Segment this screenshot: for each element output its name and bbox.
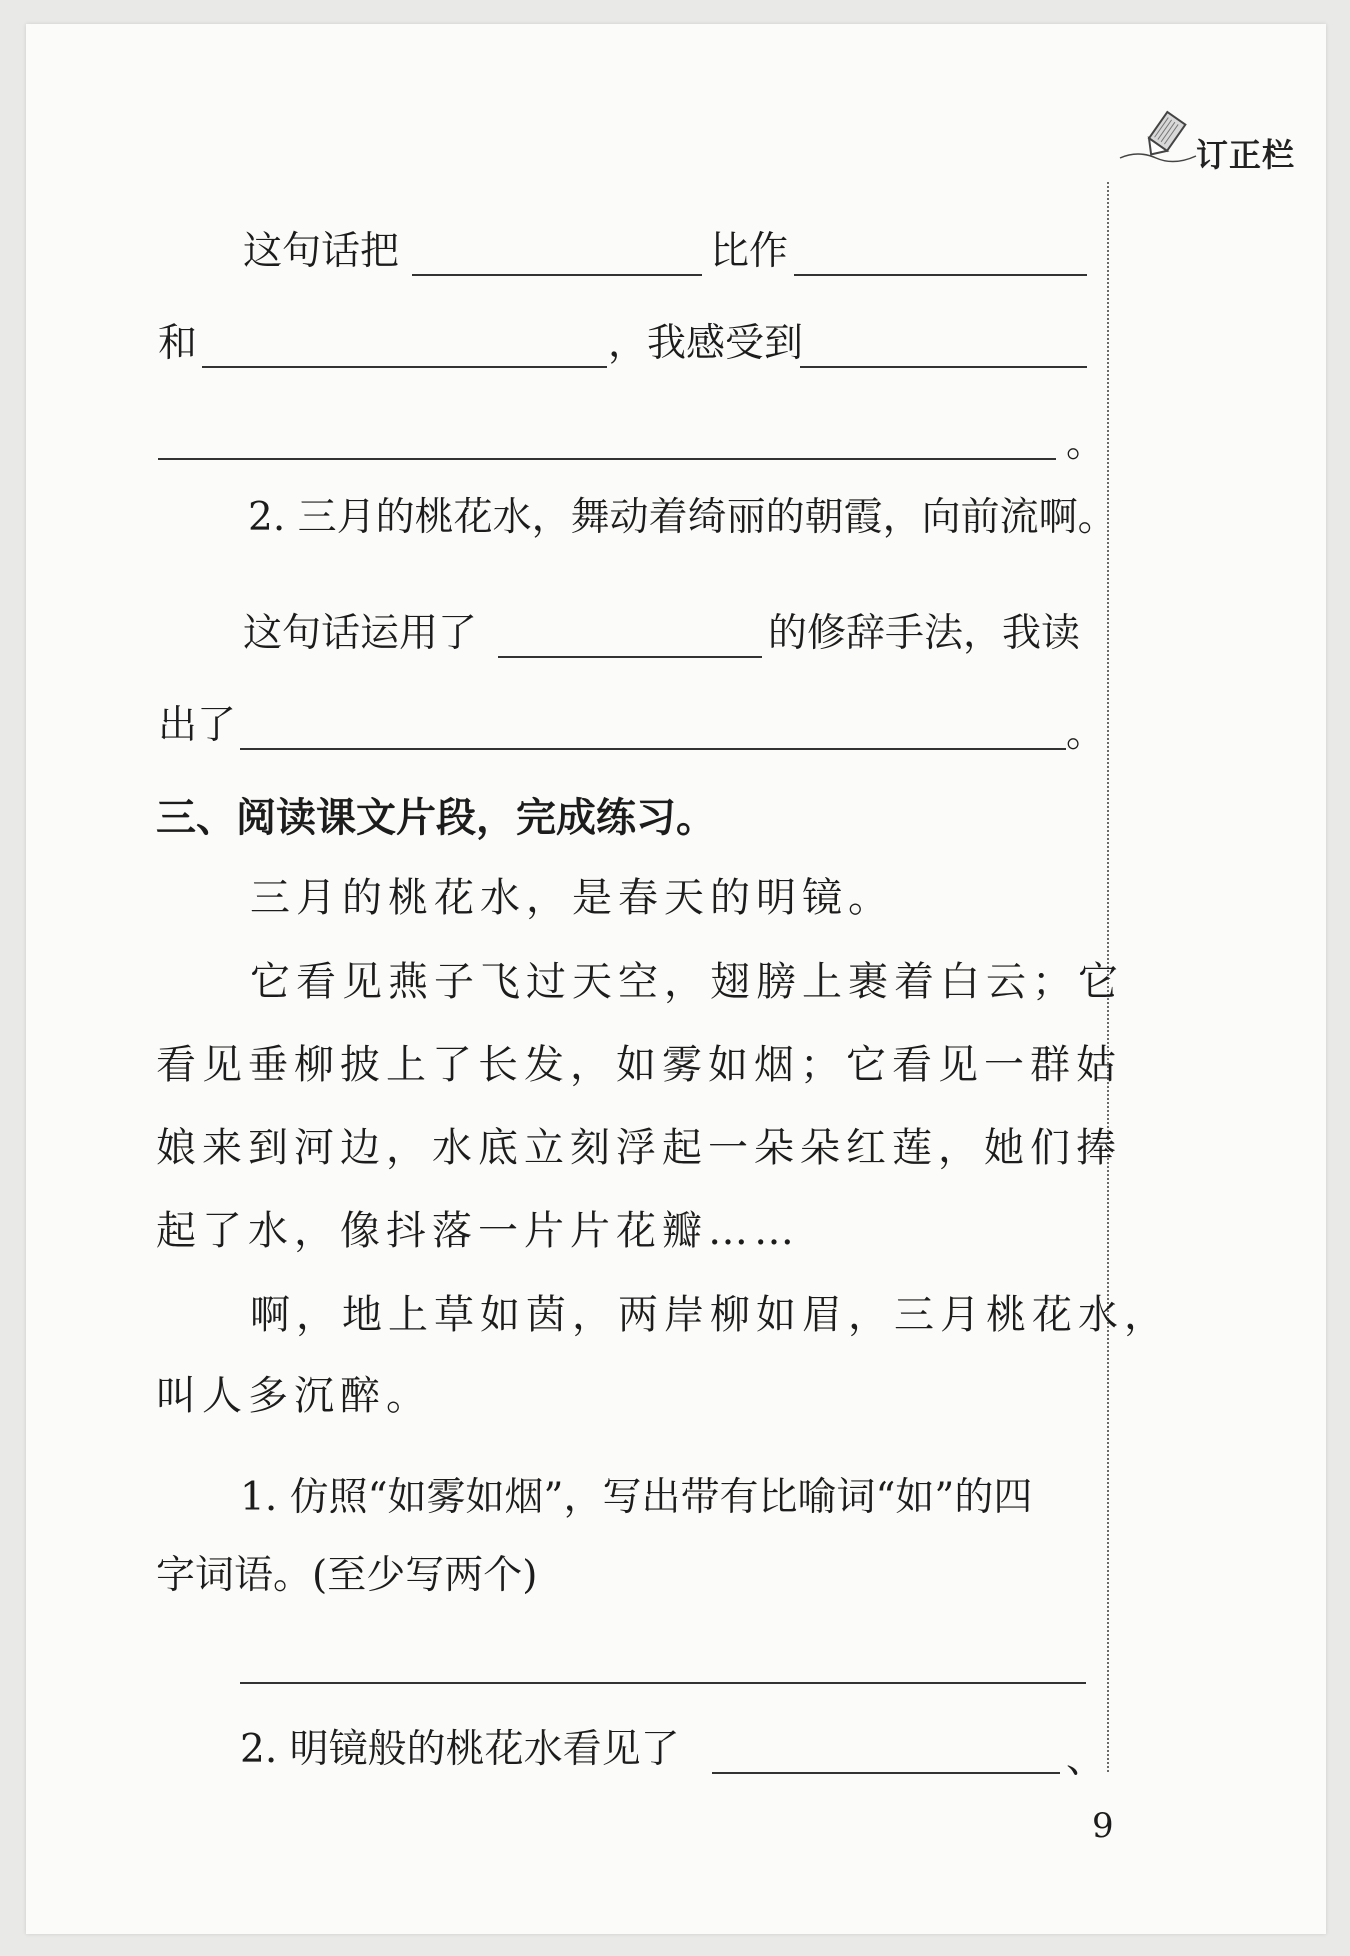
page-number: 9 [1092, 1806, 1114, 1846]
blank-feeling-end[interactable] [158, 458, 1056, 460]
passage-line: 三月的桃花水，是春天的明镜。 [250, 875, 894, 921]
passage-line: 起了水，像抖落一片片花瓣…… [156, 1208, 800, 1254]
q2-line2-start: 出了 [158, 703, 237, 748]
q2-prompt: 2. 三月的桃花水，舞动着绮丽的朝霞，向前流啊。 [248, 495, 1117, 540]
blank-compared-to-second[interactable] [202, 366, 607, 368]
blank-reading-feeling[interactable] [240, 748, 1066, 750]
q1-line2-mid: ，我感受到 [608, 321, 804, 366]
q2-line2-end: 。 [1066, 711, 1106, 756]
q2-line1-start: 这句话运用了 [243, 611, 478, 656]
section3-q2-start: 2. 明镜般的桃花水看见了 [240, 1727, 680, 1772]
correction-column-label: 订正栏 [1196, 136, 1296, 174]
blank-compared-to[interactable] [794, 274, 1087, 276]
section3-q1-line1: 1. 仿照“如雾如烟”，写出带有比喻词“如”的四 [240, 1475, 1033, 1520]
q1-line3-end: 。 [1066, 421, 1106, 466]
blank-four-char-words[interactable] [240, 1682, 1086, 1684]
section3-q2-end: 、 [1066, 1737, 1106, 1782]
section-heading: 三、阅读课文片段，完成练习。 [156, 795, 716, 841]
q1-line2-start: 和 [158, 321, 198, 366]
q1-line1-mid: 比作 [710, 229, 789, 274]
passage-line: 娘来到河边，水底立刻浮起一朵朵红莲，她们捧 [156, 1125, 1122, 1171]
passage-line: 看见垂柳披上了长发，如雾如烟；它看见一群姑 [156, 1042, 1122, 1088]
passage-line: 啊，地上草如茵，两岸柳如眉，三月桃花水， [250, 1292, 1170, 1338]
blank-compared-object[interactable] [412, 274, 702, 276]
passage-line: 它看见燕子飞过天空，翅膀上裹着白云；它 [250, 959, 1124, 1005]
pencil-icon [1118, 110, 1198, 170]
passage-line: 叫人多沉醉。 [156, 1373, 432, 1419]
q2-line1-mid: 的修辞手法，我读 [768, 611, 1081, 656]
q1-line1-start: 这句话把 [243, 229, 400, 274]
blank-rhetorical-device[interactable] [498, 656, 762, 658]
section3-q1-line2: 字词语。(至少写两个) [156, 1553, 538, 1598]
blank-what-it-saw[interactable] [712, 1772, 1060, 1774]
blank-feeling-start[interactable] [800, 366, 1087, 368]
